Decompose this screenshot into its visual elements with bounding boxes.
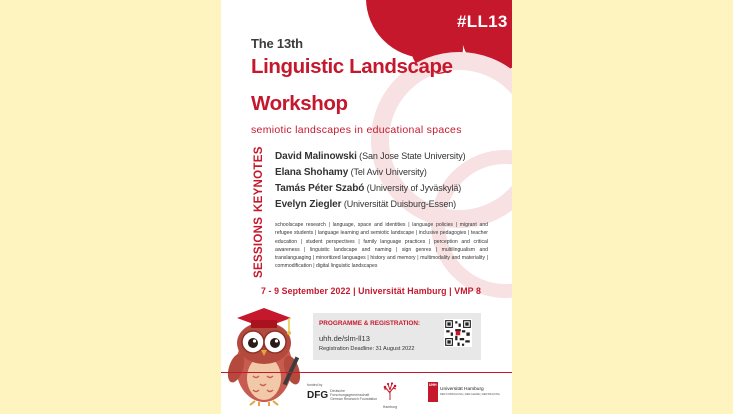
owl-mascot-illustration — [223, 298, 305, 406]
keynote-item — [275, 164, 505, 180]
tree-icon — [382, 382, 398, 400]
registration-link[interactable]: uhh.de/slm-ll13 — [319, 334, 370, 343]
workshop-ordinal: The 13th — [251, 36, 303, 51]
workshop-poster — [221, 0, 512, 414]
dfg-subtext-1: Deutsche — [330, 389, 345, 393]
sessions-label: SESSIONS — [253, 216, 265, 278]
registration-box — [313, 313, 481, 360]
hashtag: #LL13 — [457, 12, 508, 31]
keynote-name: Elana Shohamy — [275, 167, 349, 178]
lk-hamburg-logo — [382, 382, 398, 409]
keynote-item — [275, 180, 505, 196]
sessions-topics: schoolscape research | language, space and identities | language policies | migrant and refugee students | language learning and semiotic landscape | inclusive pedagogies | teacher education | student perspectives | family language practices | perception and critical awareness | linguistic landscape and naming | sign genres | multilingualism and translanguaging | minoritized languages | history and memory | multimodality and materiality | commodification | digital linguistic landscapes — [275, 222, 488, 270]
qr-code-icon[interactable] — [444, 319, 472, 347]
uhh-mark — [428, 382, 438, 402]
keynote-name: Evelyn Ziegler — [275, 199, 342, 210]
uhh-mark-text: UHH — [429, 383, 437, 387]
footer-divider — [221, 372, 512, 373]
dfg-subtext-2: Forschungsgemeinschaft — [330, 393, 370, 397]
dfg-wordmark: DFG — [307, 389, 329, 401]
keynote-item — [275, 196, 505, 212]
uhh-logo — [428, 382, 500, 402]
lk-logo-label: Hamburg — [382, 405, 398, 409]
keynote-name: Tamás Péter Szabó — [275, 183, 365, 194]
title-line-2: Workshop — [251, 92, 348, 115]
dfg-subtext-3: German Research Foundation — [330, 397, 378, 401]
keynote-name: David Malinowski — [275, 151, 357, 162]
keynote-affiliation: (Universität Duisburg-Essen) — [343, 199, 457, 209]
registration-title: PROGRAMME & REGISTRATION: — [319, 320, 421, 327]
uhh-name: Universität Hamburg — [440, 387, 484, 392]
date-venue: 7 - 9 September 2022 | Universität Hamburg | VMP 8 — [261, 286, 481, 296]
keynote-affiliation: (Tel Aviv University) — [350, 167, 427, 177]
title-line-1: Linguistic Landscape — [251, 55, 453, 78]
keynote-list — [275, 148, 505, 212]
keynote-affiliation: (San Jose State University) — [359, 151, 466, 161]
subtitle: semiotic landscapes in educational spaces — [251, 124, 462, 136]
registration-deadline: Registration Deadline: 31 August 2022 — [319, 346, 415, 352]
funded-by-label: funded by — [307, 383, 323, 387]
uhh-tagline: DER FORSCHUNG | DER LEHRE | DER BILDUNG — [440, 393, 500, 396]
dfg-logo — [307, 383, 377, 401]
keynotes-label: KEYNOTES — [253, 146, 265, 212]
keynote-affiliation: (University of Jyväskylä) — [366, 183, 462, 193]
keynote-item — [275, 148, 505, 164]
